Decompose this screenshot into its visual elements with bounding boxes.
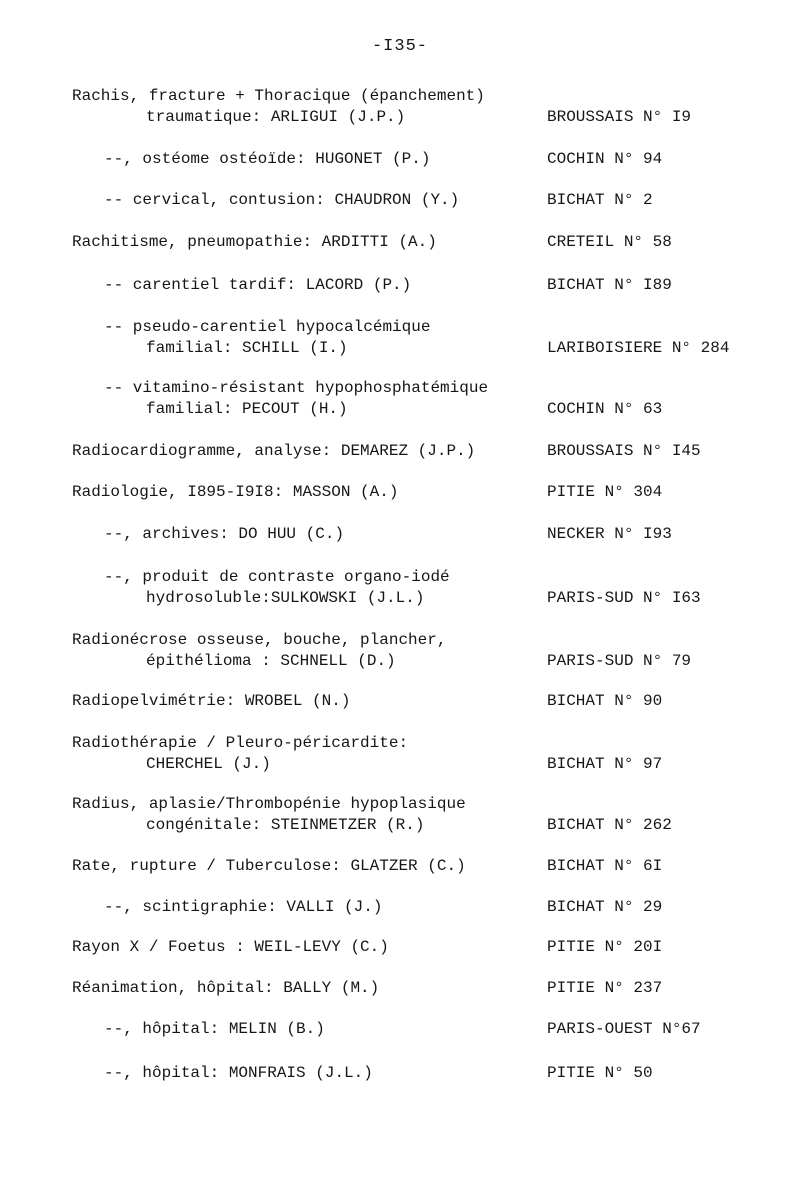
- thesis-reference: CRETEIL N° 58: [547, 233, 672, 251]
- index-entry: [0, 524, 800, 545]
- thesis-reference: BICHAT N° 90: [547, 692, 663, 710]
- entry-heading: --, ostéome ostéoïde: HUGONET (P.): [104, 150, 431, 168]
- thesis-reference: BICHAT N° 6I: [547, 857, 663, 875]
- entry-heading: -- pseudo-carentiel hypocalcémique: [104, 318, 431, 336]
- thesis-reference: LARIBOISIERE N° 284: [547, 339, 730, 357]
- index-entry: [0, 733, 800, 775]
- entry-heading: Radiothérapie / Pleuro-péricardite:: [72, 734, 409, 752]
- entry-heading: Radionécrose osseuse, bouche, plancher,: [72, 631, 447, 649]
- entry-continuation: hydrosoluble:SULKOWSKI (J.L.): [146, 589, 425, 607]
- thesis-reference: BICHAT N° 262: [547, 816, 672, 834]
- entry-heading: Rachis, fracture + Thoracique (épanchement): [72, 87, 485, 105]
- thesis-reference: COCHIN N° 63: [547, 400, 663, 418]
- index-entry: [0, 441, 800, 462]
- entry-heading: --, hôpital: MELIN (B.): [104, 1020, 325, 1038]
- entry-heading: Radiologie, I895-I9I8: MASSON (A.): [72, 483, 399, 501]
- entry-heading: -- cervical, contusion: CHAUDRON (Y.): [104, 191, 460, 209]
- entry-heading: --, scintigraphie: VALLI (J.): [104, 898, 383, 916]
- entry-heading: Réanimation, hôpital: BALLY (M.): [72, 979, 380, 997]
- index-entry: [0, 86, 800, 128]
- entry-continuation: congénitale: STEINMETZER (R.): [146, 816, 425, 834]
- index-entry: [0, 856, 800, 877]
- entry-heading: --, produit de contraste organo-iodé: [104, 568, 450, 586]
- thesis-reference: PITIE N° 304: [547, 483, 663, 501]
- index-entry: [0, 630, 800, 672]
- thesis-reference: COCHIN N° 94: [547, 150, 663, 168]
- index-entry: [0, 897, 800, 918]
- entry-heading: Rate, rupture / Tuberculose: GLATZER (C.): [72, 857, 466, 875]
- thesis-reference: BICHAT N° 29: [547, 898, 663, 916]
- index-entry: [0, 691, 800, 712]
- thesis-reference: NECKER N° I93: [547, 525, 672, 543]
- index-entry: [0, 794, 800, 836]
- thesis-reference: PARIS-OUEST N°67: [547, 1020, 701, 1038]
- entry-continuation: traumatique: ARLIGUI (J.P.): [146, 108, 406, 126]
- thesis-reference: PARIS-SUD N° I63: [547, 589, 701, 607]
- entry-heading: Rayon X / Foetus : WEIL-LEVY (C.): [72, 938, 389, 956]
- entry-continuation: épithélioma : SCHNELL (D.): [146, 652, 396, 670]
- entry-heading: -- vitamino-résistant hypophosphatémique: [104, 379, 489, 397]
- entry-heading: --, archives: DO HUU (C.): [104, 525, 345, 543]
- thesis-reference: BROUSSAIS N° I9: [547, 108, 692, 126]
- entry-heading: -- carentiel tardif: LACORD (P.): [104, 276, 412, 294]
- thesis-reference: PITIE N° 20I: [547, 938, 663, 956]
- index-entry: [0, 1063, 800, 1084]
- page-number: -I35-: [371, 37, 428, 56]
- index-entry: [0, 275, 800, 296]
- thesis-reference: PITIE N° 237: [547, 979, 663, 997]
- entry-heading: Rachitisme, pneumopathie: ARDITTI (A.): [72, 233, 437, 251]
- index-entry: [0, 232, 800, 253]
- index-entry: [0, 978, 800, 999]
- entry-heading: --, hôpital: MONFRAIS (J.L.): [104, 1064, 373, 1082]
- index-entry: [0, 567, 800, 609]
- entry-continuation: CHERCHEL (J.): [146, 755, 271, 773]
- entry-continuation: familial: PECOUT (H.): [146, 400, 348, 418]
- thesis-reference: PARIS-SUD N° 79: [547, 652, 692, 670]
- index-entry: [0, 149, 800, 170]
- index-entry: [0, 1019, 800, 1040]
- index-entry: [0, 482, 800, 503]
- entry-heading: Radius, aplasie/Thrombopénie hypoplasique: [72, 795, 466, 813]
- entry-heading: Radiocardiogramme, analyse: DEMAREZ (J.P.): [72, 442, 476, 460]
- thesis-reference: BICHAT N° I89: [547, 276, 672, 294]
- entry-continuation: familial: SCHILL (I.): [146, 339, 348, 357]
- thesis-reference: PITIE N° 50: [547, 1064, 653, 1082]
- thesis-reference: BICHAT N° 97: [547, 755, 663, 773]
- index-entry: [0, 937, 800, 958]
- index-entry: [0, 190, 800, 211]
- entry-heading: Radiopelvimétrie: WROBEL (N.): [72, 692, 351, 710]
- index-entry: [0, 317, 800, 359]
- thesis-reference: BICHAT N° 2: [547, 191, 653, 209]
- thesis-reference: BROUSSAIS N° I45: [547, 442, 701, 460]
- index-entry: [0, 378, 800, 420]
